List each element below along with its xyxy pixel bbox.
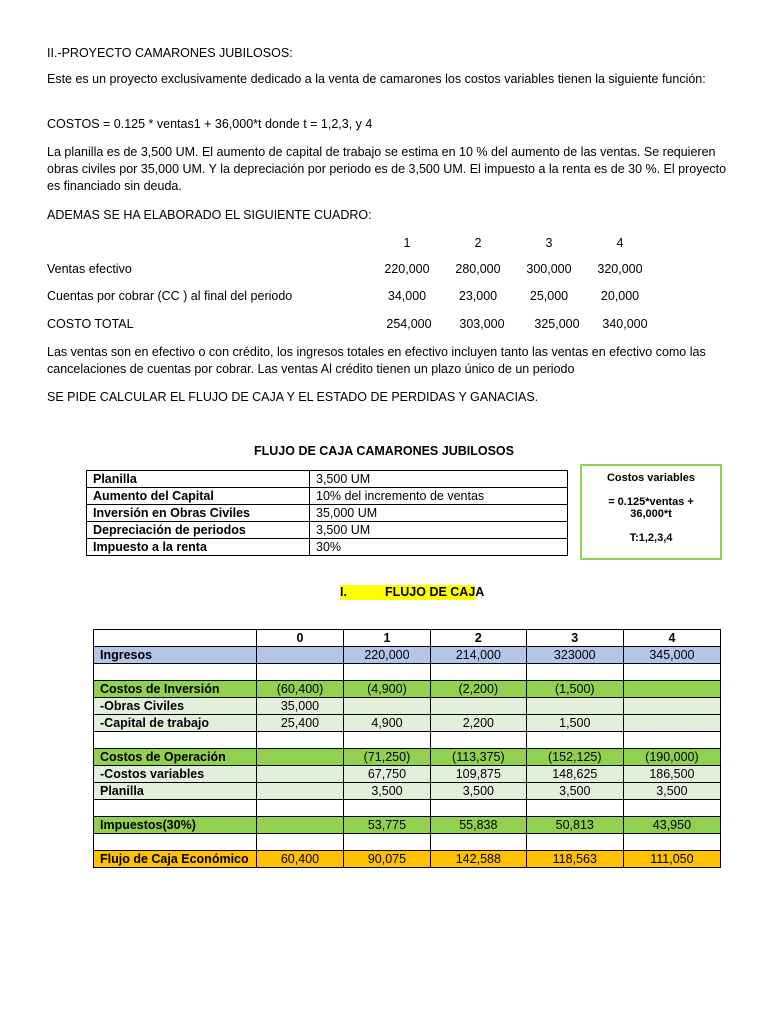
table-cell: 118,563 — [526, 851, 623, 868]
header-cell: 0 — [257, 630, 344, 647]
table-header-row — [94, 630, 721, 647]
info-label: Inversión en Obras Civiles — [87, 505, 310, 522]
row-label: -Capital de trabajo — [94, 715, 257, 732]
header-cell: 2 — [430, 630, 526, 647]
table-cell — [257, 783, 344, 800]
cuadro-cell: 325,000 — [534, 317, 580, 331]
table-row — [94, 766, 721, 783]
table-cell — [257, 817, 344, 834]
table-row — [94, 783, 721, 800]
table-cell — [526, 698, 623, 715]
description-paragraph: La planilla es de 3,500 UM. El aumento de capital de trabajo se estima en 10 % del aumento de las ventas. Se requieren obras civiles por 35,000 UM. Y la depreciación por periodo es de 3,500 UM. El impuesto a la renta es de 30 %. El proyecto es financiado sin deuda. — [47, 145, 727, 193]
table-row — [87, 488, 568, 505]
info-value: 10% del incremento de ventas — [310, 488, 568, 505]
table-cell: 50,813 — [526, 817, 623, 834]
header-cell: 3 — [526, 630, 623, 647]
table-row — [94, 698, 721, 715]
info-label: Depreciación de periodos — [87, 522, 310, 539]
info-label: Impuesto a la renta — [87, 539, 310, 556]
table-cell — [257, 647, 344, 664]
table-cell — [623, 681, 720, 698]
costos-box-line: = 0.125*ventas + — [608, 496, 694, 508]
table-cell: 186,500 — [623, 766, 720, 783]
table-row — [87, 539, 568, 556]
table-cell — [257, 749, 344, 766]
costos-box-line: T:1,2,3,4 — [629, 532, 673, 544]
table-row — [94, 817, 721, 834]
table-cell: (60,400) — [257, 681, 344, 698]
costos-box-title: Costos variables — [606, 472, 696, 484]
table-row — [94, 732, 721, 749]
table-cell: 3,500 — [343, 783, 430, 800]
row-label: Costos de Inversión — [94, 681, 257, 698]
table-row — [87, 505, 568, 522]
table-cell — [623, 715, 720, 732]
table-cell: (71,250) — [343, 749, 430, 766]
section-number: I. — [340, 585, 347, 599]
table-cell: 3,500 — [430, 783, 526, 800]
formula: COSTOS = 0.125 * ventas1 + 36,000*t donde t = 1,2,3, y 4 — [47, 117, 373, 131]
table-cell: 3,500 — [526, 783, 623, 800]
header-cell — [94, 630, 257, 647]
table-cell: 3,500 — [623, 783, 720, 800]
table-cell: 1,500 — [526, 715, 623, 732]
table-cell — [430, 698, 526, 715]
table-row — [94, 851, 721, 868]
table-cell: (152,125) — [526, 749, 623, 766]
sales-paragraph: Las ventas son en efectivo o con crédito, los ingresos totales en efectivo incluyen tanto las ventas en efectivo como las cancelaciones de cuentas por cobrar. Las ventas Al crédito tienen un plazo único de un periodo — [47, 345, 706, 376]
heading: II.-PROYECTO CAMARONES JUBILOSOS: — [47, 46, 293, 60]
info-value: 35,000 UM — [310, 505, 568, 522]
table-cell: 53,775 — [343, 817, 430, 834]
cuadro-row-label: Ventas efectivo — [47, 262, 132, 276]
cuadro-cell: 280,000 — [455, 262, 501, 276]
table-cell: (4,900) — [343, 681, 430, 698]
table-row — [94, 800, 721, 817]
cuadro-cell: 220,000 — [384, 262, 430, 276]
table-cell: (113,375) — [430, 749, 526, 766]
row-label: Impuestos(30%) — [94, 817, 257, 834]
table-cell: 142,588 — [430, 851, 526, 868]
row-label: Flujo de Caja Económico — [94, 851, 257, 868]
info-label: Aumento del Capital — [87, 488, 310, 505]
info-value: 3,500 UM — [310, 522, 568, 539]
table-cell — [343, 698, 430, 715]
table-cell: 90,075 — [343, 851, 430, 868]
cuadro-cell: 300,000 — [526, 262, 572, 276]
table-cell: 214,000 — [430, 647, 526, 664]
info-value: 3,500 UM — [310, 471, 568, 488]
table-cell — [623, 698, 720, 715]
cuadro-cell: 23,000 — [458, 289, 498, 303]
cuadro-title: ADEMAS SE HA ELABORADO EL SIGUIENTE CUADRO: — [47, 208, 372, 222]
table-row — [94, 647, 721, 664]
table-cell: (1,500) — [526, 681, 623, 698]
table-cell: 67,750 — [343, 766, 430, 783]
section-heading — [340, 585, 485, 600]
table-cell: 25,400 — [257, 715, 344, 732]
costos-variables-box — [580, 464, 722, 560]
cuadro-cell: 34,000 — [387, 289, 427, 303]
table-row — [94, 715, 721, 732]
row-label: Costos de Operación — [94, 749, 257, 766]
row-label: Planilla — [94, 783, 257, 800]
costos-box-line: 36,000*t — [630, 508, 672, 520]
row-label: Ingresos — [94, 647, 257, 664]
request-text: SE PIDE CALCULAR EL FLUJO DE CAJA Y EL ESTADO DE PERDIDAS Y GANACIAS. — [47, 390, 539, 404]
cuadro-cell: 340,000 — [602, 317, 648, 331]
table-cell: (2,200) — [430, 681, 526, 698]
period-header: 1 — [403, 236, 411, 250]
table-cell: 60,400 — [257, 851, 344, 868]
info-table — [86, 470, 568, 556]
table-cell: 220,000 — [343, 647, 430, 664]
table-cell: (190,000) — [623, 749, 720, 766]
table-row — [87, 522, 568, 539]
period-header: 3 — [545, 236, 553, 250]
table-cell: 55,838 — [430, 817, 526, 834]
header-cell: 4 — [623, 630, 720, 647]
table-row — [94, 681, 721, 698]
table-cell: 35,000 — [257, 698, 344, 715]
table-row — [94, 749, 721, 766]
table-cell: 148,625 — [526, 766, 623, 783]
table-row — [87, 471, 568, 488]
cuadro-row-label: Cuentas por cobrar (CC ) al final del periodo — [47, 289, 293, 303]
row-label: -Costos variables — [94, 766, 257, 783]
flujo-title: FLUJO DE CAJA CAMARONES JUBILOSOS — [254, 444, 514, 458]
cash-flow-table — [93, 629, 721, 868]
table-row — [94, 834, 721, 851]
intro-paragraph: Este es un proyecto exclusivamente dedicado a la venta de camarones los costos variables tienen la siguiente función: — [47, 72, 706, 86]
period-header: 4 — [616, 236, 624, 250]
table-cell: 43,950 — [623, 817, 720, 834]
table-cell: 2,200 — [430, 715, 526, 732]
table-cell: 109,875 — [430, 766, 526, 783]
cuadro-cell: 320,000 — [597, 262, 643, 276]
cuadro-cell: 20,000 — [600, 289, 640, 303]
row-label: -Obras Civiles — [94, 698, 257, 715]
info-value: 30% — [310, 539, 568, 556]
table-cell: 345,000 — [623, 647, 720, 664]
table-cell: 111,050 — [623, 851, 720, 868]
period-header: 2 — [474, 236, 482, 250]
section-title: FLUJO DE CAJA — [385, 585, 485, 599]
cuadro-cell: 25,000 — [529, 289, 569, 303]
header-cell: 1 — [343, 630, 430, 647]
table-row — [94, 664, 721, 681]
info-label: Planilla — [87, 471, 310, 488]
table-cell: 4,900 — [343, 715, 430, 732]
cuadro-row-label: COSTO TOTAL — [47, 317, 134, 331]
cuadro-cell: 303,000 — [459, 317, 505, 331]
table-cell — [257, 766, 344, 783]
table-cell: 323000 — [526, 647, 623, 664]
cuadro-cell: 254,000 — [386, 317, 432, 331]
